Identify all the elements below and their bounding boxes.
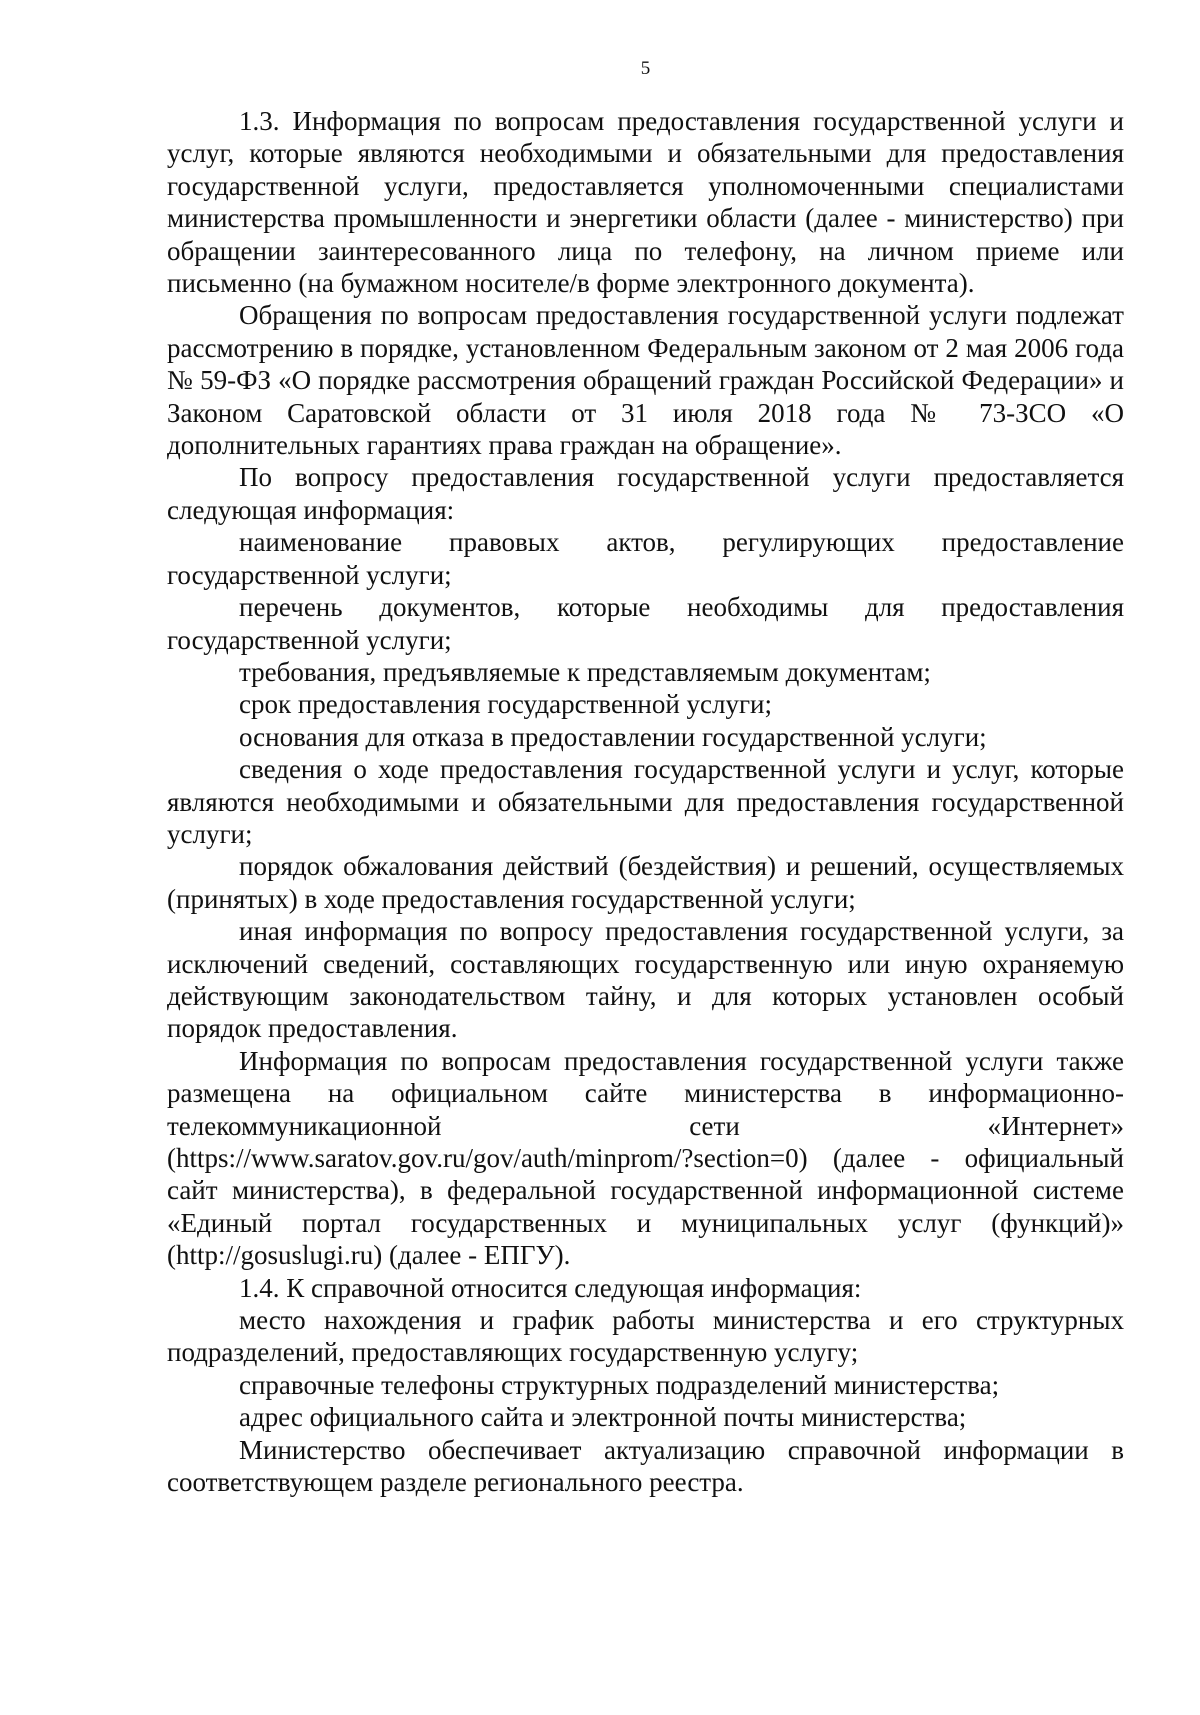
page-number: 5: [640, 58, 651, 79]
document-page: [167, 58, 1124, 1498]
list-item-appeal-procedure: порядок обжалования действий (бездействия) и решений, осуществляемых (принятых) в ходе предоставления государственной услуги;: [167, 851, 1124, 914]
list-item-location-schedule: место нахождения и график работы министерства и его структурных подразделений, предоставляющих государственную услугу;: [167, 1305, 1124, 1368]
list-item-site-email: адрес официального сайта и электронной почты министерства;: [239, 1402, 967, 1433]
list-item-term: срок предоставления государственной услуги;: [239, 689, 773, 720]
list-item-refusal-grounds: основания для отказа в предоставлении государственной услуги;: [239, 721, 987, 752]
paragraph-actualization: Министерство обеспечивает актуализацию справочной информации в соответствующем разделе регионального реестра.: [167, 1434, 1124, 1498]
list-item-documents: перечень документов, которые необходимы для предоставления государственной услуги;: [167, 592, 1124, 655]
paragraph-official-site: Информация по вопросам предоставления государственной услуги также размещена на официальном сайте министерства в информационно-телекоммуникационной сети «Интернет» (https://www.saratov.gov.ru/gov/auth/minprom/?section=0) (далее - официальный сайт министерства), в федеральной государственной информационной системе «Единый портал государственных и муниципальных услуг (функций)» (http://gosuslugi.ru) (далее - ЕПГУ).: [167, 1045, 1124, 1271]
list-item-requirements: требования, предъявляемые к представляемым документам;: [239, 656, 931, 687]
paragraph-1-3-information: 1.3. Информация по вопросам предоставления государственной услуги и услуг, которые являются необходимыми и обязательными для предоставления государственной услуги, предоставляется уполномоченными специалистами министерства промышленности и энергетики области (далее - министерство) при обращении заинтересованного лица по телефону, на личном приеме или письменно (на бумажном носителе/в форме электронного документа).: [167, 106, 1124, 299]
paragraph-1-4-reference: 1.4. К справочной относится следующая информация:: [239, 1272, 862, 1303]
list-item-progress: сведения о ходе предоставления государственной услуги и услуг, которые являются необходимыми и обязательными для предоставления государственной услуги;: [167, 754, 1124, 849]
list-item-legal-acts: наименование правовых актов, регулирующих предоставление государственной услуги;: [167, 527, 1124, 590]
paragraph-appeals: Обращения по вопросам предоставления государственной услуги подлежат рассмотрению в порядке, установленном Федеральным законом от 2 мая 2006 года № 59-ФЗ «О порядке рассмотрения обращений граждан Российской Федерации» и Законом Саратовской области от 31 июля 2018 года № 73-ЗСО «О дополнительных гарантиях права граждан на обращение».: [167, 300, 1124, 461]
paragraph-info-intro: По вопросу предоставления государственной услуги предоставляется следующая информация:: [167, 462, 1124, 525]
list-item-phones: справочные телефоны структурных подразделений министерства;: [239, 1369, 1000, 1400]
list-item-other-info: иная информация по вопросу предоставления государственной услуги, за исключений сведений, составляющих государственную или иную охраняемую действующим законодательством тайну, и для которых установлен особый порядок предоставления.: [167, 916, 1124, 1044]
